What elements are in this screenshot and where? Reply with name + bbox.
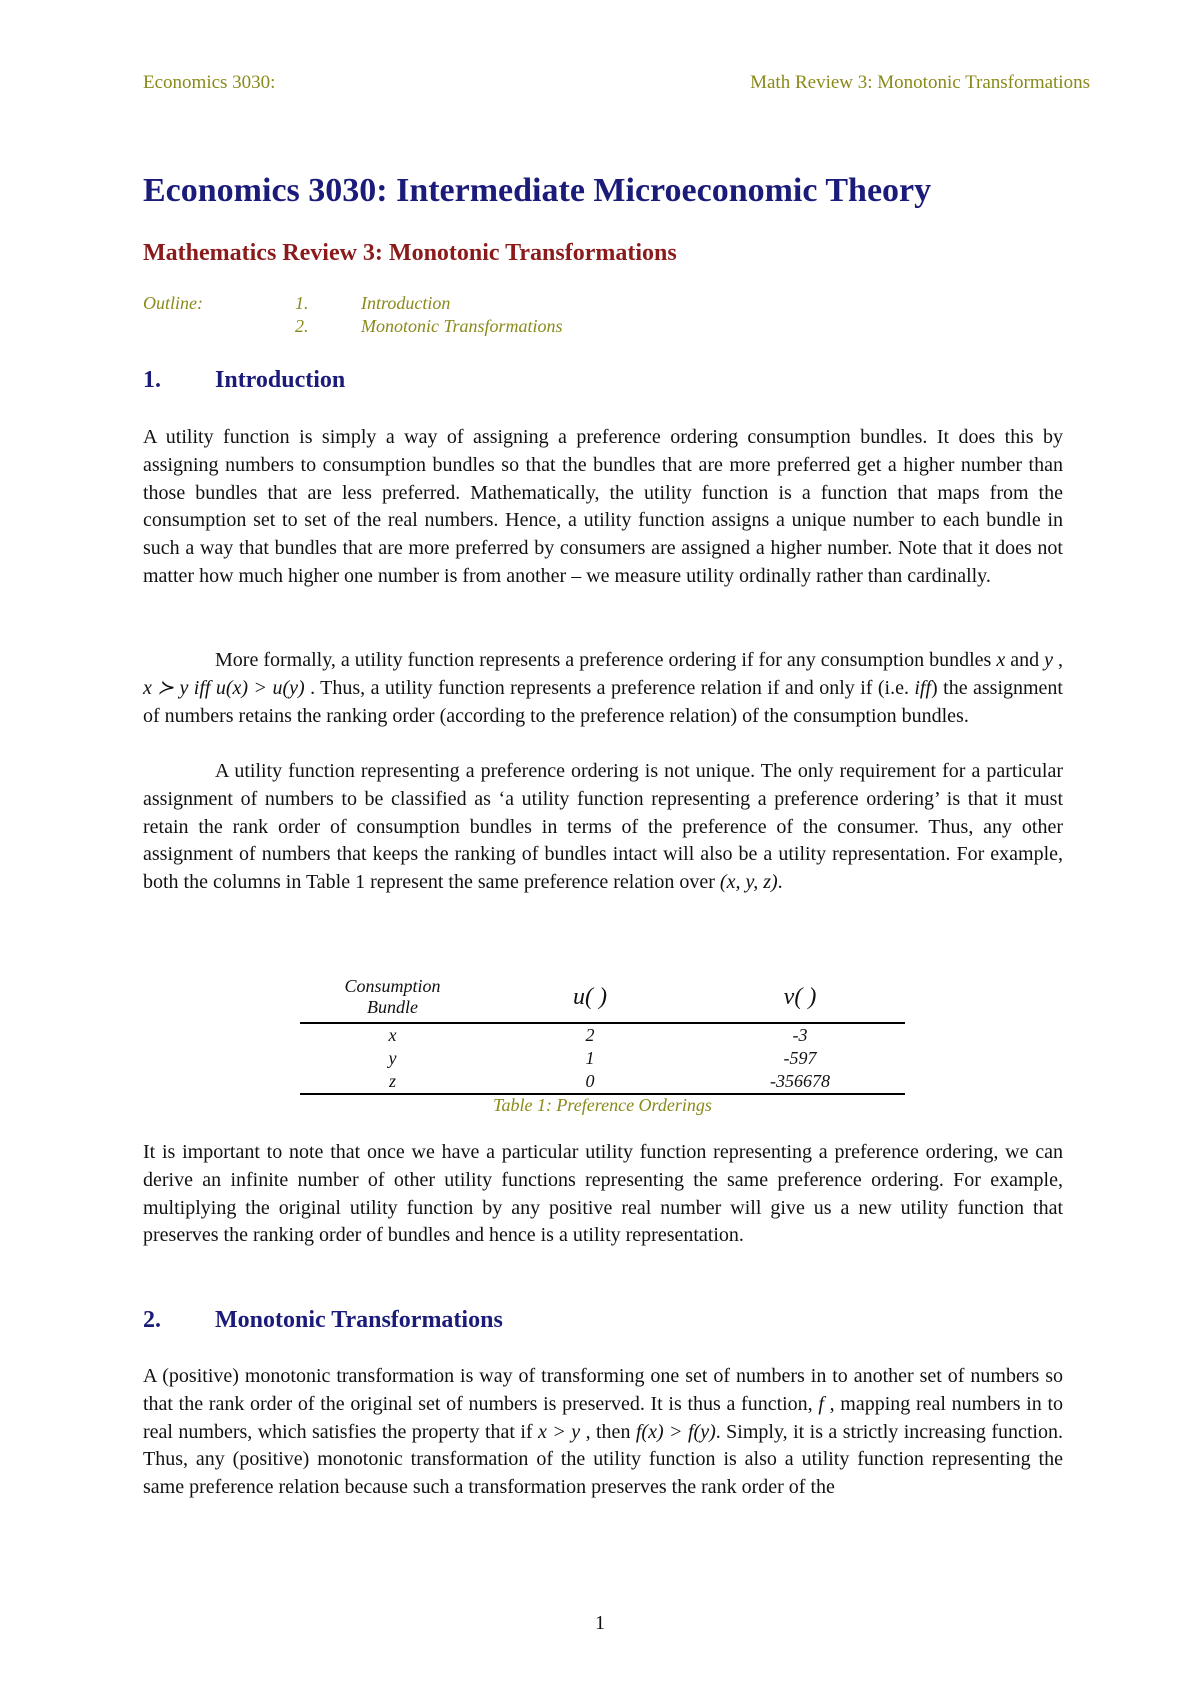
page-number: 1 [595,1612,605,1634]
math-x: x [996,649,1006,671]
table-header-bundle: Consumption Bundle [300,972,485,1023]
section-number: 2. [143,1307,161,1333]
table-cell-v: -356678 [695,1070,905,1094]
table-cell-u: 0 [485,1070,695,1094]
paragraph-intro-4: It is important to note that once we have a particular utility function representing a preference ordering, we can derive an infinite number of other utility functions representing the same preference ordering. For example, multiplying the original utility function by any positive real number will give us a new utility function that preserves the ranking order of bundles and hence is a utility representation. [143,1141,1063,1247]
math-condition: x > y [538,1420,581,1443]
table-caption: Table 1: Preference Orderings [493,1095,712,1115]
table-row [300,1023,905,1047]
outline-item-text: Monotonic Transformations [361,316,563,336]
outline-item-number: 2. [295,316,309,336]
table-header-u: u( ) [485,972,695,1023]
paragraph-monotonic-1: A (positive) monotonic transformation is way of transforming one set of numbers in to another set of numbers so that the rank order of the original set of numbers is preserved. It is thus a function, f , mapping real numbers in to real numbers, which satisfies the property that if x > y , then f(x) > f(y). Simply, it is a strictly increasing function. Thus, any (positive) monotonic transformation of the utility function is also a utility function representing the same preference relation because such a transformation preserves the rank order of the [143,1365,1064,1499]
running-header-left: Economics 3030: [143,72,276,93]
document-subtitle: Mathematics Review 3: Monotonic Transformations [143,240,677,266]
outline-label: Outline: [143,293,203,313]
table-cell-v: -597 [783,1048,817,1068]
table-cell-u: 2 [585,1025,595,1045]
math-preference-relation: x ≻ y iff u(x) > u(y) [143,676,305,699]
section-title: Monotonic Transformations [215,1307,503,1333]
math-iff: iff [914,676,932,699]
section-number: 1. [143,367,161,393]
running-header-right: Math Review 3: Monotonic Transformations [750,72,1090,93]
math-f: f [818,1392,824,1415]
paragraph-intro-3: A utility function representing a preference ordering is not unique. The only requirement for a particular assignment of numbers to be classified as ‘a utility function representing a preference ordering’ is that it must retain the rank order of consumption bundles in terms of the preference of the consumer. Thus, any other assignment of numbers that keeps the ranking of bundles intact will also be a utility representation. For example, both the columns in Table 1 represent the same preference relation over (x, y, z). [143,760,1063,894]
section-title: Introduction [215,367,346,393]
math-implication: f(x) > f(y) [635,1420,716,1443]
table-cell-bundle: z [300,1070,485,1094]
document-title: Economics 3030: Intermediate Microeconomic Theory [143,172,932,209]
paragraph-intro-1: A utility function is simply a way of assigning a preference ordering consumption bundles. It does this by assigning numbers to consumption bundles so that the bundles that are more preferred get a higher number than those bundles that are less preferred. Mathematically, the utility function is a function that maps from the consumption set to set of the real numbers. Hence, a utility function assigns a unique number to each bundle in such a way that bundles that are more preferred by consumers are assigned a higher number. Note that it does not matter how much higher one number is from another – we measure utility ordinally rather than cardinally. [143,426,1063,587]
table-cell-bundle: y [388,1048,397,1068]
table-cell-u: 1 [585,1048,595,1068]
outline-item-number: 1. [295,293,309,313]
outline-item-text: Introduction [361,293,451,313]
math-y: y [1044,649,1053,671]
preference-table [300,972,905,1095]
table-cell-bundle: x [388,1025,397,1045]
table-header-v: v( ) [695,972,905,1023]
section-heading-monotonic [143,1307,503,1334]
section-heading-introduction [143,367,345,394]
table-row [300,1047,905,1070]
table-cell-v: -3 [792,1025,808,1045]
math-tuple: (x, y, z) [719,871,778,894]
paragraph-intro-2: More formally, a utility function represents a preference ordering if for any consumption bundles x and y , x ≻ y iff u(x) > u(y) . Thus, a utility function represents a preference relation if and only if (i.e. iff) the assignment of numbers retains the ranking order (according to the preference relation) of the consumption bundles. [143,649,1063,727]
table-row [300,1070,905,1094]
